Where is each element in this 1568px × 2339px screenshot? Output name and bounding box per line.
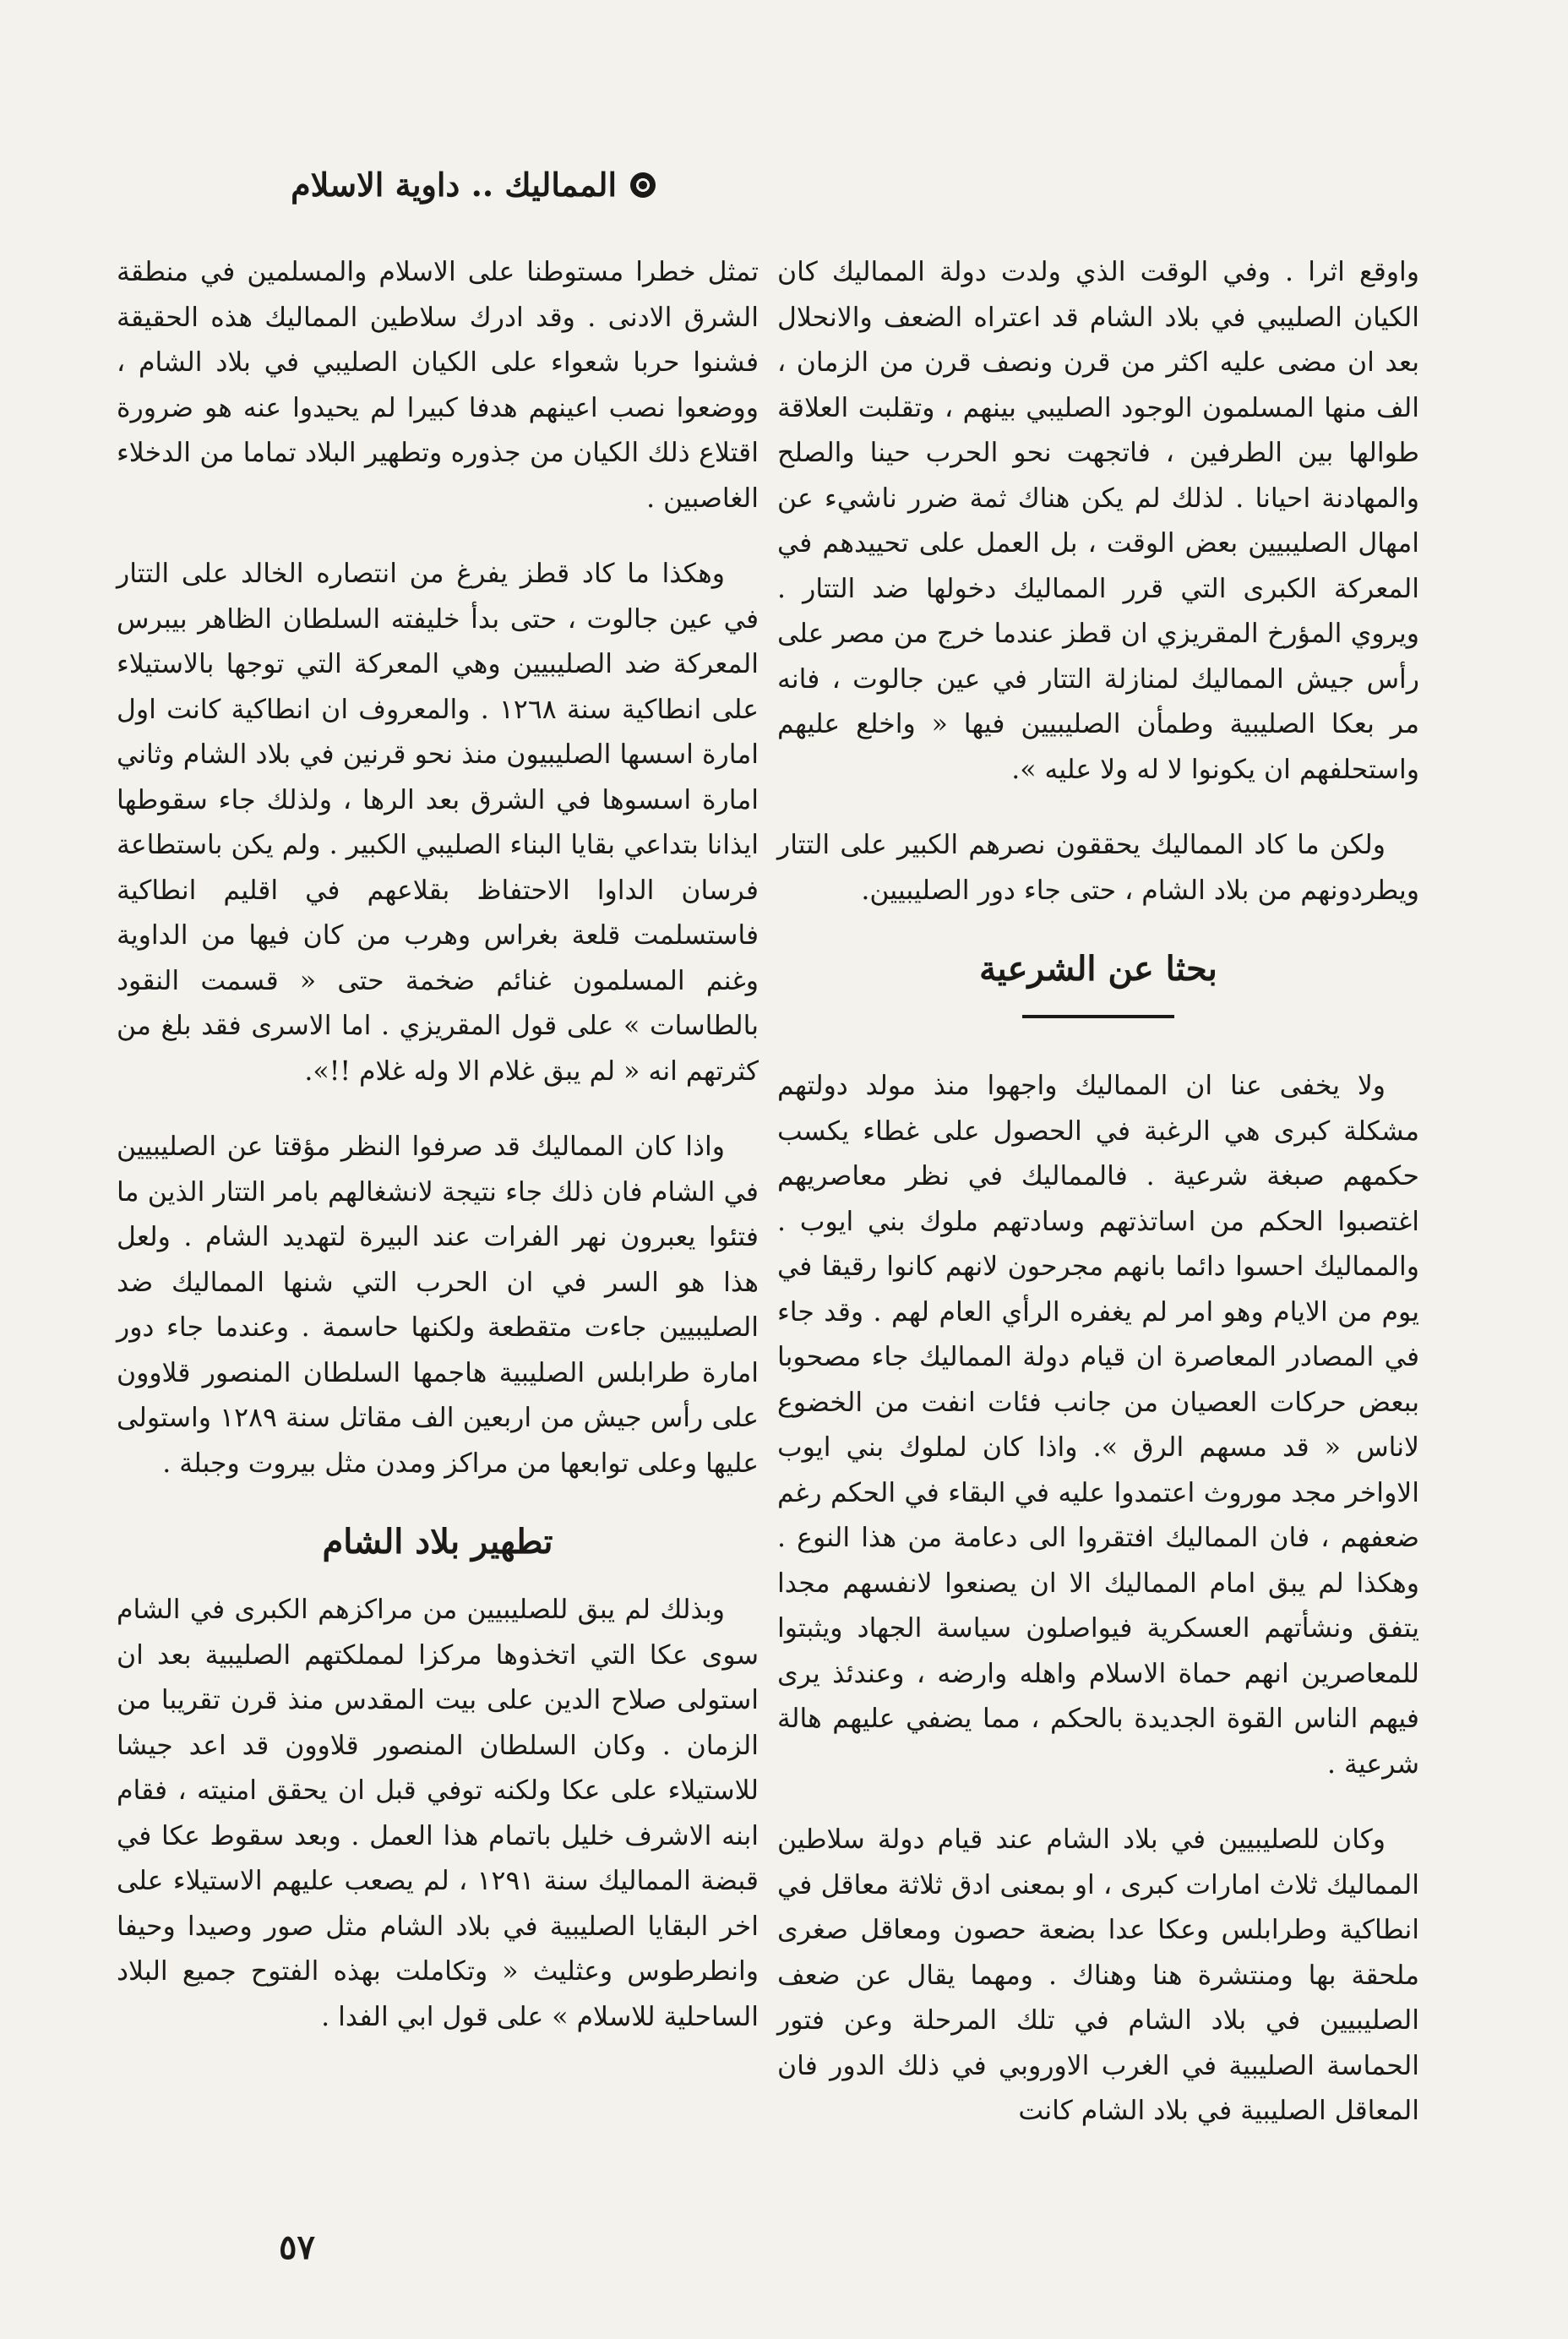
running-title: المماليك .. داوية الاسلام <box>291 166 617 204</box>
paragraph: واذا كان المماليك قد صرفوا النظر مؤقتا عن الصليبيين في الشام فان ذلك جاء نتيجة لانشغالهم بامر التتار الذين ما فتئوا يعبرون نهر الفرات عند البيرة لتهديد الشام . ولعل هذا هو السر في ان الحرب التي شنها المماليك ضد الصليبيين جاءت متقطعة ولكنها حاسمة . وعندما جاء دور امارة طرابلس الصليبية هاجمها السلطان المنصور قلاوون على رأس جيش من اربعين الف مقاتل سنة ١٢٨٩ واستولى عليها وعلى توابعها من مراكز ومدن مثل بيروت وجبلة . <box>117 1131 759 1479</box>
paragraph: واوقع اثرا . وفي الوقت الذي ولدت دولة المماليك كان الكيان الصليبي في بلاد الشام قد اعتراه الضعف والانحلال بعد ان مضى عليه اكثر من قرن ونصف قرن من الزمان ، الف منها المسلمون الوجود الصليبي بينهم ، وتقلبت العلاقة طوالها بين الطرفين ، فاتجهت نحو الحرب حينا والصلح والمهادنة احيانا . لذلك لم يكن هناك ثمة ضرر ناشيء عن امهال الصليبيين بعض الوقت ، بل العمل على تحييدهم في المعركة الكبرى التي قرر المماليك دخولها ضد التتار . ويروي المؤرخ المقريزي ان قطز عندما خرج من مصر على رأس جيش المماليك لمنازلة التتار في عين جالوت ، فانه مر بعكا الصليبية وطمأن الصليبيين فيها « واخلع عليهم واستحلفهم ان يكونوا لا له ولا عليه ». <box>777 257 1419 785</box>
right-column <box>777 250 1419 2165</box>
ornament-icon <box>630 172 656 198</box>
section-heading: تطهير بلاد الشام <box>322 1522 553 1562</box>
left-column <box>117 250 759 2070</box>
paragraph: ولا يخفى عنا ان المماليك واجهوا منذ مولد دولتهم مشكلة كبرى هي الرغبة في الحصول على غطاء يكسب حكمهم صبغة شرعية . فالمماليك في نظر معاصريهم اغتصبوا الحكم من اساتذتهم وسادتهم ملوك بني ايوب . والمماليك احسوا دائما بانهم مجرحون لانهم كانوا رقيقا في يوم من الايام وهو امر لم يغفره الرأي العام لهم . وقد جاء في المصادر المعاصرة ان قيام دولة المماليك جاء مصحوبا ببعض حركات العصيان من جانب فئات انفت من الخضوع لاناس « قد مسهم الرق ». واذا كان لملوك بني ايوب الاواخر مجد موروث اعتمدوا عليه في البقاء في الحكم رغم ضعفهم ، فان المماليك افتقروا الى دعامة من هذا النوع . وهكذا لم يبق امام المماليك الا ان يصنعوا لانفسهم مجدا يتفق ونشأتهم العسكرية فيواصلون سياسة الجهاد ويثبتوا للمعاصرين انهم حماة الاسلام واهله وارضه ، وعندئذ يرى فيهم الناس القوة الجديدة بالحكم ، مما يضفي عليهم هالة شرعية . <box>777 1071 1419 1780</box>
paragraph: تمثل خطرا مستوطنا على الاسلام والمسلمين في منطقة الشرق الادنى . وقد ادرك سلاطين المماليك هذه الحقيقة فشنوا حربا شعواء على الكيان الصليبي في بلاد الشام ، ووضعوا نصب اعينهم هدفا كبيرا لم يحيدوا عنه هو ضرورة اقتلاع ذلك الكيان من جذوره وتطهير البلاد تماما من الدخلاء الغاصبين . <box>117 257 759 514</box>
heading-underline <box>1022 1015 1174 1018</box>
page-number: ٥٧ <box>279 2227 315 2267</box>
running-header <box>149 166 656 204</box>
section-heading: بحثا عن الشرعية <box>979 949 1217 989</box>
paragraph: وكان للصليبيين في بلاد الشام عند قيام دولة سلاطين المماليك ثلاث امارات كبرى ، او بمعنى ادق ثلاثة معاقل في انطاكية وطرابلس وعكا عدا بضعة حصون ومعاقل صغرى ملحقة بها ومنتشرة هنا وهناك . ومهما يقال عن ضعف الصليبيين في بلاد الشام في تلك المرحلة وعن فتور الحماسة الصليبية في الغرب الاوروبي في ذلك الدور فان المعاقل الصليبية في بلاد الشام كانت <box>777 1824 1419 2126</box>
paragraph: وهكذا ما كاد قطز يفرغ من انتصاره الخالد على التتار في عين جالوت ، حتى بدأ خليفته السلطان الظاهر بيبرس المعركة ضد الصليبيين وهي المعركة التي توجها بالاستيلاء على انطاكية سنة ١٢٦٨ . والمعروف ان انطاكية كانت اول امارة اسسها الصليبيون منذ نحو قرنين في بلاد الشام وثاني امارة اسسوها في الشرق بعد الرها ، ولذلك جاء سقوطها ايذانا بتداعي بقايا البناء الصليبي الكبير . ولم يكن باستطاعة فرسان الداوا الاحتفاظ بقلاعهم في اقليم انطاكية فاستسلمت قلعة بغراس وهرب من كان فيها من الداوية وغنم المسلمون غنائم ضخمة حتى « قسمت النقود بالطاسات » على قول المقريزي . اما الاسرى فقد بلغ من كثرتهم انه « لم يبق غلام الا وله غلام !!». <box>117 559 759 1087</box>
paragraph: وبذلك لم يبق للصليبيين من مراكزهم الكبرى في الشام سوى عكا التي اتخذوها مركزا لمملكتهم الصليبية بعد ان استولى صلاح الدين على بيت المقدس منذ قرن تقريبا من الزمان . وكان السلطان المنصور قلاوون قد اعد جيشا للاستيلاء على عكا ولكنه توفي قبل ان يحقق امنيته ، فقام ابنه الاشرف خليل باتمام هذا العمل . وبعد سقوط عكا في قبضة المماليك سنة ١٢٩١ ، لم يصعب عليهم الاستيلاء على اخر البقايا الصليبية في بلاد الشام مثل صور وصيدا وحيفا وانطرطوس وعثليث « وتكاملت بهذه الفتوح جميع البلاد الساحلية للاسلام » على قول ابي الفدا . <box>117 1595 759 2032</box>
paragraph: ولكن ما كاد المماليك يحققون نصرهم الكبير على التتار ويطردونهم من بلاد الشام ، حتى جاء دور الصليبيين. <box>777 830 1419 906</box>
